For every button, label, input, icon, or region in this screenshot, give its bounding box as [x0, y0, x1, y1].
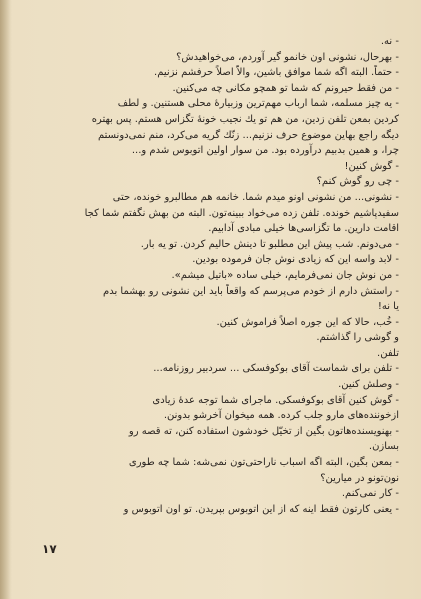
text-line: - می‌دونم. شب پیش این مطلبو تا دینش حالیم کردن. تو یه بار.	[140, 238, 399, 250]
text-line: - حتماً. البته اگه شما موافق باشین، والاّ اصلاً حرفشم نزنیم.	[154, 67, 399, 79]
text-line: - وصلش کنین.	[338, 379, 399, 391]
text-line: - راستش دارم از خودم می‌پرسم که واقعاً باید این نشونی رو بهشما بدم	[103, 285, 399, 297]
text-line: نون‌تونو در میارین؟	[320, 472, 399, 484]
text-line: - من فقط حیرونم که شما تو همچو مکانی چه می‌کنین.	[172, 82, 399, 94]
text-line: سفیدپاشیم خونده. تلفن زده می‌خواد ببینه‌تون. البته من بهش نگفتم شما کجا	[84, 207, 399, 219]
text-line: - یعنی کارتون فقط اینه که از این اتوبوس بپریدن. تو اون اتوبوس و	[123, 503, 399, 515]
text-line: دیگه راجع بهاین موضوع حرف نزنیم... زنّك گریه می‌کرد، منم نمی‌دونستم	[97, 129, 399, 141]
page-text	[30, 34, 399, 517]
text-line: - بمعن بگین، البته اگه اسباب ناراحتی‌تون نمی‌شه: شما چه طوری	[128, 457, 399, 469]
text-line: - من نوش جان نمی‌فرمایم، خیلی ساده «باتیل میشم».	[171, 269, 399, 281]
text-line: کردین بمعن تلفن زدین، من هم تو یك نجیب خونهٔ تگزاس هستم. پس بهتره	[91, 113, 399, 125]
text-line: یا نه!	[377, 301, 399, 313]
text-line: - بهنویسنده‌هاتون بگین از تخیّل خودشون استفاده کنن، ته قصه رو	[128, 425, 399, 437]
text-line: - نشونی... من نشونی اونو میدم شما. خانمه هم مطالبرو خونده، حتی	[112, 191, 399, 203]
text-line: - نه.	[380, 36, 399, 47]
text-line: تلفن.	[377, 347, 399, 359]
spine-shadow	[0, 0, 12, 599]
text-line: بسازن.	[368, 441, 399, 453]
text-line: و گوشی را گذاشتم.	[316, 332, 399, 344]
text-line: ازخوننده‌های مارو جلب کرده. همه میخوان آخرشو بدونن.	[163, 410, 399, 422]
text-line: - گوش کنین!	[344, 160, 399, 172]
text-line: - کار نمی‌کنم.	[341, 488, 399, 500]
text-line: - لابد واسه این که زیادی نوش جان فرموده بودین.	[192, 254, 399, 266]
text-line: - گوش کنین آقای بوکوفسکی. ماجرای شما توجه عدهٔ زیادی	[152, 394, 399, 406]
text-line: - چی رو گوش کنم؟	[316, 176, 399, 188]
text-line: - یه چیز مسلمه، شما ارباب مهم‌ترین وزبیارهٔ محلی هستنین. و لطف	[117, 98, 399, 110]
text-line: - بهرحال، نشونی اون خانمو گیر آوردم، می‌خواهیدش؟	[176, 51, 399, 63]
text-line: - خُب، حالا که این جوره اصلاً فراموش کنین.	[216, 316, 399, 328]
text-line: - تلفن برای شماست آقای بوکوفسکی ... سردبیر روزنامه...	[153, 363, 399, 375]
page-number: ۱۷	[42, 542, 57, 556]
text-line: اقامت دارین. ما تگزاسی‌ها خیلی مبادی آدابیم.	[208, 223, 399, 235]
text-line: چرا، و همین بدبیم درآورده بود. من سوار اولین اتوبوس شدم و...	[131, 145, 399, 157]
